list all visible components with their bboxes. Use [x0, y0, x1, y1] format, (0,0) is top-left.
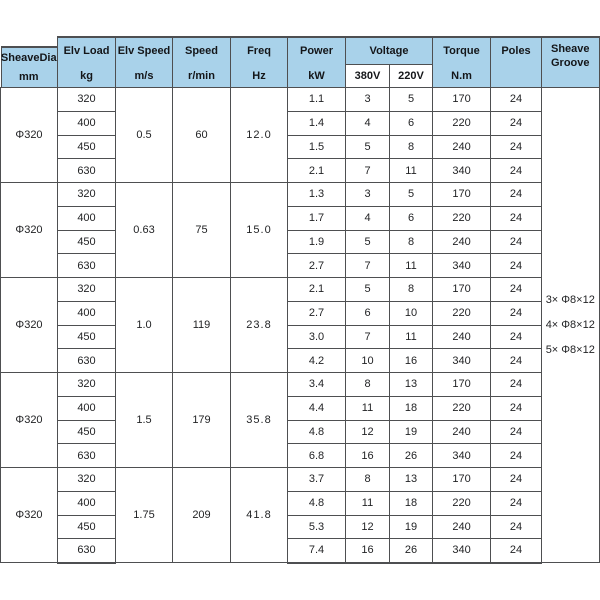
table-row [1, 539, 600, 563]
cell-voltage-220: 5 [390, 88, 433, 112]
cell-poles: 24 [491, 206, 542, 230]
col-header-voltage: Voltage [346, 37, 433, 64]
table-row [1, 491, 600, 515]
cell-poles: 24 [491, 396, 542, 420]
cell-power: 4.8 [288, 420, 346, 444]
cell-poles: 24 [491, 491, 542, 515]
cell-speed: 119 [173, 278, 231, 373]
cell-elv-load: 450 [58, 420, 116, 444]
cell-torque: 340 [433, 254, 491, 278]
col-header-poles [491, 37, 542, 88]
cell-elv-load: 320 [58, 278, 116, 302]
cell-power: 1.1 [288, 88, 346, 112]
cell-poles: 24 [491, 111, 542, 135]
cell-voltage-380: 8 [346, 373, 390, 397]
cell-freq: 12.0 [231, 88, 288, 183]
header-line: Speed [184, 45, 218, 57]
cell-poles: 24 [491, 420, 542, 444]
col-header-elv-speed [116, 37, 173, 88]
cell-torque: 340 [433, 444, 491, 468]
cell-poles: 24 [491, 468, 542, 492]
cell-elv-load: 400 [58, 491, 116, 515]
cell-elv-load: 450 [58, 135, 116, 159]
cell-poles: 24 [491, 539, 542, 563]
header-line: Groove [551, 57, 590, 69]
cell-voltage-220: 10 [390, 301, 433, 325]
table-row [1, 111, 600, 135]
table-row [1, 206, 600, 230]
header-unit: m/s [134, 69, 154, 82]
cell-voltage-380: 12 [346, 515, 390, 539]
cell-torque: 170 [433, 278, 491, 302]
cell-elv-load: 320 [58, 373, 116, 397]
table-row [1, 396, 600, 420]
cell-voltage-380: 4 [346, 206, 390, 230]
cell-voltage-220: 11 [390, 159, 433, 183]
table-row [1, 325, 600, 349]
header-unit: mm [18, 71, 39, 83]
col-header-voltage-220: 220V [390, 64, 433, 87]
table-row [1, 420, 600, 444]
cell-voltage-220: 8 [390, 230, 433, 254]
header-line: Sheave [551, 43, 590, 55]
header-unit: Hz [252, 69, 266, 82]
cell-torque: 170 [433, 88, 491, 112]
cell-elv-load: 630 [58, 349, 116, 373]
cell-poles: 24 [491, 278, 542, 302]
cell-power: 3.7 [288, 468, 346, 492]
cell-freq: 35.8 [231, 373, 288, 468]
sheave-groove-value: 3× Φ8×12 [545, 294, 595, 306]
cell-poles: 24 [491, 183, 542, 207]
cell-power: 1.7 [288, 206, 346, 230]
cell-voltage-220: 6 [390, 206, 433, 230]
table-row [1, 444, 600, 468]
motor-spec-table [0, 36, 600, 564]
cell-elv-speed: 0.63 [116, 183, 173, 278]
cell-sheave-dia: Φ320 [1, 468, 58, 563]
table-row [1, 159, 600, 183]
cell-voltage-380: 12 [346, 420, 390, 444]
table-row [1, 373, 600, 397]
cell-power: 2.1 [288, 278, 346, 302]
cell-voltage-220: 26 [390, 444, 433, 468]
cell-speed: 179 [173, 373, 231, 468]
cell-voltage-220: 19 [390, 515, 433, 539]
cell-voltage-220: 16 [390, 349, 433, 373]
cell-torque: 170 [433, 468, 491, 492]
cell-power: 3.4 [288, 373, 346, 397]
cell-voltage-220: 6 [390, 111, 433, 135]
cell-poles: 24 [491, 230, 542, 254]
cell-elv-load: 400 [58, 111, 116, 135]
cell-elv-load: 630 [58, 539, 116, 563]
cell-elv-load: 630 [58, 254, 116, 278]
cell-voltage-220: 18 [390, 491, 433, 515]
table-row [1, 515, 600, 539]
col-header-voltage-380: 380V [346, 64, 390, 87]
sheave-groove-value: 4× Φ8×12 [545, 319, 595, 331]
cell-poles: 24 [491, 135, 542, 159]
header-line: Freq [247, 45, 271, 57]
cell-voltage-380: 4 [346, 111, 390, 135]
cell-voltage-380: 16 [346, 539, 390, 563]
cell-voltage-380: 10 [346, 349, 390, 373]
header-unit: kW [308, 69, 325, 82]
cell-sheave-dia: Φ320 [1, 373, 58, 468]
cell-speed: 75 [173, 183, 231, 278]
cell-sheave-groove [542, 88, 600, 563]
cell-poles: 24 [491, 301, 542, 325]
table-row [1, 254, 600, 278]
cell-elv-load: 400 [58, 301, 116, 325]
header-line: Elv Speed [117, 45, 171, 57]
cell-voltage-220: 5 [390, 183, 433, 207]
cell-voltage-220: 19 [390, 420, 433, 444]
cell-power: 6.8 [288, 444, 346, 468]
cell-torque: 340 [433, 349, 491, 373]
col-header-sheave-groove [542, 37, 600, 88]
table-row [1, 88, 600, 112]
cell-voltage-380: 5 [346, 230, 390, 254]
cell-voltage-220: 13 [390, 373, 433, 397]
cell-torque: 340 [433, 159, 491, 183]
header-line: Elv Load [63, 45, 110, 57]
cell-speed: 209 [173, 468, 231, 563]
cell-power: 3.0 [288, 325, 346, 349]
cell-sheave-dia: Φ320 [1, 278, 58, 373]
cell-torque: 240 [433, 135, 491, 159]
sheave-groove-value: 5× Φ8×12 [545, 344, 595, 356]
cell-power: 2.7 [288, 301, 346, 325]
header-unit: kg [80, 69, 93, 82]
cell-elv-load: 630 [58, 444, 116, 468]
cell-power: 2.7 [288, 254, 346, 278]
table-row [1, 301, 600, 325]
col-header-sheave-dia [1, 37, 58, 88]
cell-power: 5.3 [288, 515, 346, 539]
cell-elv-speed: 0.5 [116, 88, 173, 183]
cell-sheave-dia: Φ320 [1, 183, 58, 278]
cell-torque: 240 [433, 325, 491, 349]
cell-elv-load: 450 [58, 325, 116, 349]
cell-power: 1.4 [288, 111, 346, 135]
cell-freq: 41.8 [231, 468, 288, 563]
cell-voltage-220: 8 [390, 278, 433, 302]
col-header-speed [173, 37, 231, 88]
cell-elv-speed: 1.5 [116, 373, 173, 468]
cell-elv-load: 320 [58, 468, 116, 492]
col-header-freq [231, 37, 288, 88]
cell-voltage-380: 7 [346, 254, 390, 278]
cell-poles: 24 [491, 325, 542, 349]
cell-power: 1.3 [288, 183, 346, 207]
cell-elv-load: 320 [58, 183, 116, 207]
cell-elv-speed: 1.75 [116, 468, 173, 563]
cell-poles: 24 [491, 444, 542, 468]
col-header-elv-load [58, 37, 116, 88]
cell-power: 4.2 [288, 349, 346, 373]
cell-voltage-380: 11 [346, 396, 390, 420]
cell-voltage-380: 11 [346, 491, 390, 515]
header-line: Power [299, 45, 333, 57]
table-row [1, 468, 600, 492]
cell-power: 1.5 [288, 135, 346, 159]
cell-torque: 220 [433, 491, 491, 515]
cell-power: 2.1 [288, 159, 346, 183]
cell-sheave-dia: Φ320 [1, 88, 58, 183]
cell-torque: 220 [433, 111, 491, 135]
cell-voltage-380: 7 [346, 159, 390, 183]
cell-voltage-380: 5 [346, 278, 390, 302]
table-row [1, 349, 600, 373]
cell-voltage-380: 3 [346, 183, 390, 207]
cell-torque: 340 [433, 539, 491, 563]
table-row [1, 230, 600, 254]
cell-elv-load: 450 [58, 230, 116, 254]
cell-torque: 220 [433, 396, 491, 420]
cell-power: 4.8 [288, 491, 346, 515]
table-header [1, 37, 600, 88]
cell-elv-load: 630 [58, 159, 116, 183]
header-line: SheaveDia [0, 52, 57, 64]
table-row [1, 135, 600, 159]
cell-voltage-380: 7 [346, 325, 390, 349]
cell-elv-load: 400 [58, 206, 116, 230]
cell-torque: 170 [433, 373, 491, 397]
cell-voltage-220: 26 [390, 539, 433, 563]
cell-voltage-380: 16 [346, 444, 390, 468]
cell-voltage-220: 8 [390, 135, 433, 159]
cell-torque: 220 [433, 301, 491, 325]
cell-voltage-380: 6 [346, 301, 390, 325]
table-row [1, 278, 600, 302]
cell-torque: 220 [433, 206, 491, 230]
cell-power: 4.4 [288, 396, 346, 420]
cell-voltage-220: 11 [390, 325, 433, 349]
cell-elv-speed: 1.0 [116, 278, 173, 373]
cell-torque: 240 [433, 515, 491, 539]
spec-table-body [1, 88, 600, 563]
cell-torque: 240 [433, 420, 491, 444]
cell-power: 7.4 [288, 539, 346, 563]
cell-voltage-380: 3 [346, 88, 390, 112]
cell-elv-load: 320 [58, 88, 116, 112]
cell-voltage-220: 18 [390, 396, 433, 420]
cell-poles: 24 [491, 88, 542, 112]
header-unit: r/min [188, 69, 215, 82]
header-unit: N.m [451, 69, 472, 82]
cell-poles: 24 [491, 373, 542, 397]
col-header-torque [433, 37, 491, 88]
col-header-power [288, 37, 346, 88]
cell-poles: 24 [491, 159, 542, 183]
cell-voltage-380: 8 [346, 468, 390, 492]
cell-voltage-380: 5 [346, 135, 390, 159]
cell-power: 1.9 [288, 230, 346, 254]
cell-freq: 15.0 [231, 183, 288, 278]
header-line: Torque [443, 45, 480, 57]
cell-torque: 170 [433, 183, 491, 207]
cell-elv-load: 400 [58, 396, 116, 420]
cell-poles: 24 [491, 254, 542, 278]
table-row [1, 183, 600, 207]
cell-speed: 60 [173, 88, 231, 183]
cell-torque: 240 [433, 230, 491, 254]
cell-voltage-220: 13 [390, 468, 433, 492]
cell-voltage-220: 11 [390, 254, 433, 278]
cell-freq: 23.8 [231, 278, 288, 373]
cell-elv-load: 450 [58, 515, 116, 539]
header-line: Poles [501, 45, 531, 57]
cell-poles: 24 [491, 515, 542, 539]
cell-poles: 24 [491, 349, 542, 373]
